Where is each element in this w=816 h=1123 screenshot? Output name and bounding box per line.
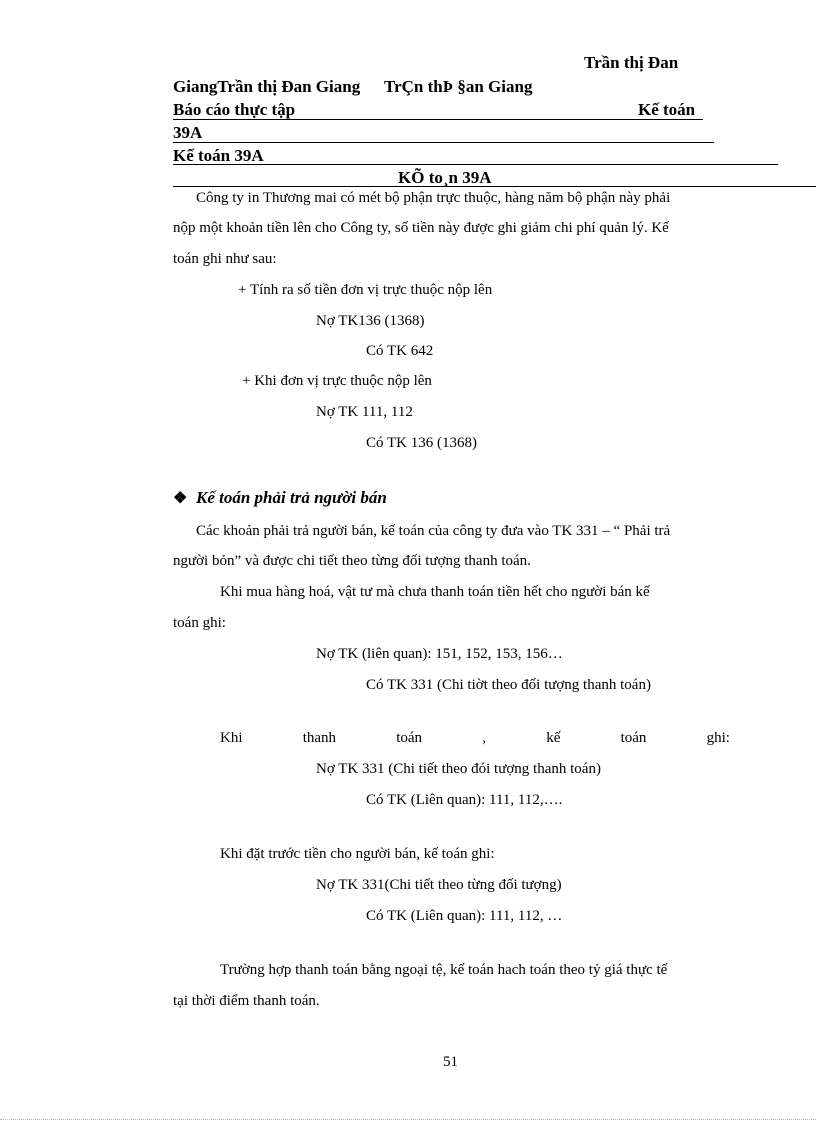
paragraph-4-justified [220,730,730,747]
entry-5-debit: Nợ TK 331(Chi tiết theo từng đối tượng) [316,877,562,893]
entry-1-debit: Nợ TK136 (1368) [316,313,425,329]
header-report-title: Báo cáo thực tập [173,100,296,119]
paragraph-5: Khi đặt trước tiền cho người bán, kế toán ghi: [220,846,495,862]
header-department: Kế toán [638,100,696,119]
entry-1-description: + Tính ra số tiền đơn vị trực thuộc nộp lên [238,282,493,298]
header-rule-1 [173,119,703,120]
diamond-bullet-icon: ❖ [173,490,188,507]
entry-3-debit: Nợ TK (liên quan): 151, 152, 153, 156… [316,646,563,662]
paragraph-1-line-2: nộp một khoản tiền lên cho Công ty, số tiền này được ghi giảm chi phí quản lý. Kế [173,220,669,236]
paragraph-3-line-2: toán ghi: [173,615,226,631]
header-author-line2a: GiangTrần thị Đan Giang [173,77,361,96]
entry-5-credit: Có TK (Liên quan): 111, 112, … [366,908,563,924]
header-rule-2 [173,142,714,143]
paragraph-4-word: ghi: [706,730,730,746]
header-author-line2b: TrÇn thÞ §an Giang [384,77,533,96]
paragraph-2-line-1: Các khoản phải trả người bán, kế toán của công ty đưa vào TK 331 – “ Phải trả [196,523,671,539]
header-rule-4 [173,186,816,187]
paragraph-4-word: Khi [220,730,243,746]
entry-3-credit: Có TK 331 (Chi tiờt theo đối tượng thanh toán) [366,677,651,693]
header-author-line1: Trần thị Đan [584,53,679,72]
paragraph-1-line-1: Công ty in Thương mai có mét bộ phận trực thuộc, hàng năm bộ phận này phải [196,190,671,206]
paragraph-4-word: , [482,730,487,746]
paragraph-3-line-1: Khi mua hàng hoá, vật tư mà chưa thanh toán tiền hết cho người bán kế [220,584,650,600]
entry-2-credit: Có TK 136 (1368) [366,435,477,451]
paragraph-6-line-1: Trường hợp thanh toán bằng ngoại tệ, kế toán hach toán theo tỷ giá thực tế [220,962,668,978]
entry-2-description: + Khi đơn vị trực thuộc nộp lên [242,373,432,389]
paragraph-4-word: toán [620,730,647,746]
paragraph-4-word: kế [546,730,561,746]
header-class-code: 39A [173,123,203,142]
entry-4-credit: Có TK (Liên quan): 111, 112,…. [366,792,563,808]
paragraph-4-word: thanh [302,730,337,746]
section-title: Kế toán phải trả người bán [196,488,387,507]
paragraph-4-word: toán [396,730,423,746]
entry-1-credit: Có TK 642 [366,343,434,359]
paragraph-2-line-2: người bỏn” và được chi tiết theo từng đối tượng thanh toán. [173,553,531,569]
header-class-name-encoded: KÕ to¸n 39A [398,168,492,187]
header-rule-3 [173,164,778,165]
entry-2-debit: Nợ TK 111, 112 [316,404,413,420]
paragraph-1-line-3: toán ghi như sau: [173,251,277,267]
page-number: 51 [443,1054,458,1070]
header-class-name: Kế toán 39A [173,146,264,165]
page-bottom-divider [0,1119,816,1120]
paragraph-6-line-2: tại thời điểm thanh toán. [173,993,320,1009]
entry-4-debit: Nợ TK 331 (Chi tiết theo đói tượng thanh toán) [316,761,601,777]
